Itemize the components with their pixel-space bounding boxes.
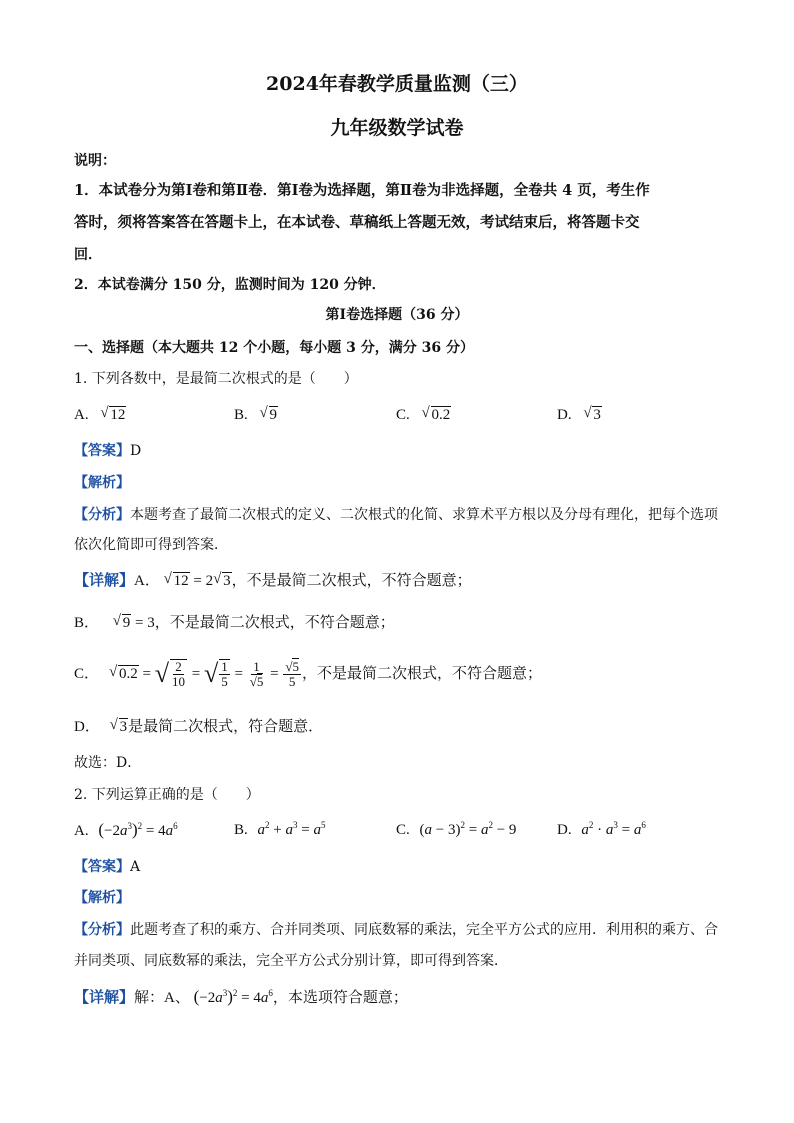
- answer-tag: 【答案】: [74, 443, 130, 459]
- q1-fenxi-text: 本题考查了最简二次根式的定义、二次根式的化简、求算术平方根以及分母有理化，把每个选项: [130, 507, 718, 523]
- part-title: 一、选择题（本大题共 12 个小题，每小题 3 分，满分 36 分）: [74, 340, 474, 356]
- q1-option-b: [234, 406, 278, 424]
- q1-detail-a: 【详解】A． √ 12 = 2 √ 3，不是最简二次根式，不符合题意；: [74, 571, 472, 589]
- fraction: $\frac{2}{10}$: [172, 659, 186, 689]
- q2-analysis: [74, 889, 130, 907]
- q2-fenxi-line-1: [74, 921, 718, 939]
- detail-b-text: ，不是最简二次根式，不符合题意；: [154, 615, 395, 631]
- q1-answer-value: D: [130, 443, 142, 459]
- sqrt-symbol: √ 3: [213, 571, 231, 589]
- q1-option-a-label: A.: [74, 407, 89, 423]
- sqrt-symbol: √ 0.2: [421, 405, 451, 423]
- instruction-1-line-1: 1．本试卷分为第Ⅰ卷和第Ⅱ卷．第Ⅰ卷为选择题，第Ⅱ卷为非选择题，全卷共 4 页，考生作: [74, 182, 650, 199]
- fenxi-tag: 【分析】: [74, 507, 130, 523]
- detail-a-prefix: A．: [134, 573, 160, 589]
- fenxi-tag: 【分析】: [74, 922, 130, 938]
- detail-b-value: 3: [147, 615, 155, 631]
- sqrt-symbol: √ 9: [259, 405, 278, 423]
- instruction-1-line-2: 答时，须将答案答在答题卡上，在本试卷、草稿纸上答题无效，考试结束后，将答题卡交: [74, 214, 640, 231]
- q2-fenxi-text: 此题考查了积的乘方、合并同类项、同底数幂的乘法，完全平方公式的应用．利用积的乘方、合: [130, 922, 718, 938]
- q1-stem: 1. 下列各数中，是最简二次根式的是（ ）: [74, 371, 358, 387]
- q1-analysis: [74, 474, 130, 492]
- q1-option-d: [557, 406, 602, 424]
- analysis-tag: 【解析】: [74, 475, 130, 491]
- q2-option-d-label: D.: [557, 822, 572, 838]
- exam-subtitle: 九年级数学试卷: [330, 117, 464, 139]
- q1-detail-b: B． √ 9 = 3，不是最简二次根式，不符合题意；: [74, 613, 395, 631]
- detail-a-coef: 2: [205, 573, 214, 589]
- sqrt-symbol: √ 12: [163, 571, 189, 589]
- q1-answer: [74, 442, 141, 460]
- fraction: $\frac{1}{√5}$: [249, 658, 264, 689]
- q2-option-d: D. $a^2 \cdot a^3 = a^6$: [557, 820, 646, 838]
- q1-option-c: [396, 406, 451, 424]
- q2-option-c: C. $(a - 3)^2 = a^2 - 9$: [396, 820, 517, 838]
- instruction-1-line-3: 回．: [74, 247, 102, 263]
- q2-detail-prefix: 解：A、: [134, 990, 190, 1006]
- q1-option-a: [74, 406, 126, 424]
- sqrt-symbol: √ 12: [100, 405, 126, 423]
- q2-fenxi-line-2: 并同类项、同底数幂的乘法，完全平方公式分别计算，即可得到答案．: [74, 953, 508, 969]
- q2-option-a-label: A.: [74, 823, 89, 839]
- q1-fenxi-line-1: [74, 506, 718, 524]
- q1-option-b-label: B.: [234, 407, 248, 423]
- q1-detail-c: C． √ 0.2 = √ $\frac{2}{10}$ = √ $\frac{1}{5}$ = $\frac{1}{√5}$ = $\frac{√5}{5}$ ，不是最简二次根式，不符合题意；: [74, 656, 542, 692]
- detail-b-prefix: B．: [74, 615, 100, 631]
- q1-fenxi-line-2: 依次化简即可得到答案．: [74, 537, 228, 553]
- detail-d-text: 是最简二次根式，符合题意．: [128, 719, 324, 735]
- fraction: $\frac{√5}{5}$: [285, 658, 299, 689]
- q2-option-a: A. $(-2a^3)^2 = 4a^6$: [74, 820, 178, 839]
- sqrt-symbol: √ 3: [109, 717, 128, 735]
- volume-title: 第Ⅰ卷选择题（36 分）: [325, 307, 469, 323]
- detail-tag: 【详解】: [74, 573, 135, 589]
- detail-tag: 【详解】: [74, 990, 135, 1006]
- exam-title: 2024年春教学质量监测（三）: [266, 73, 528, 95]
- detail-c-prefix: C．: [74, 666, 100, 682]
- q2-stem: 2. 下列运算正确的是（ ）: [74, 787, 260, 803]
- sqrt-symbol: √ 3: [583, 405, 601, 423]
- q1-conclusion: 故选：D．: [74, 755, 142, 771]
- q1-option-c-label: C.: [396, 407, 410, 423]
- instructions-heading: 说明：: [74, 153, 116, 169]
- q2-option-b-label: B.: [234, 822, 248, 838]
- detail-c-text: ，不是最简二次根式，不符合题意；: [301, 666, 542, 682]
- instruction-2: 2．本试卷满分 150 分，监测时间为 120 分钟．: [74, 277, 386, 293]
- sqrt-symbol: √ 0.2: [109, 664, 138, 682]
- answer-tag: 【答案】: [74, 859, 130, 875]
- detail-d-prefix: D．: [74, 719, 100, 735]
- analysis-tag: 【解析】: [74, 890, 130, 906]
- q2-option-c-label: C.: [396, 822, 410, 838]
- q2-answer: [74, 858, 140, 876]
- q2-detail: 【详解】解：A、 $(-2a^3)^2 = 4a^6$，本选项符合题意；: [74, 987, 408, 1006]
- q1-option-d-label: D.: [557, 407, 572, 423]
- q2-option-b: B. $a^2 + a^3 = a^5$: [234, 820, 326, 838]
- q1-detail-d: [74, 718, 323, 736]
- q2-detail-text: ，本选项符合题意；: [272, 990, 408, 1006]
- q2-answer-value: A: [130, 859, 141, 875]
- sqrt-symbol: √ 9: [112, 613, 131, 631]
- detail-a-text: ，不是最简二次根式，不符合题意；: [231, 573, 472, 589]
- fraction: $\frac{1}{5}$: [221, 659, 228, 689]
